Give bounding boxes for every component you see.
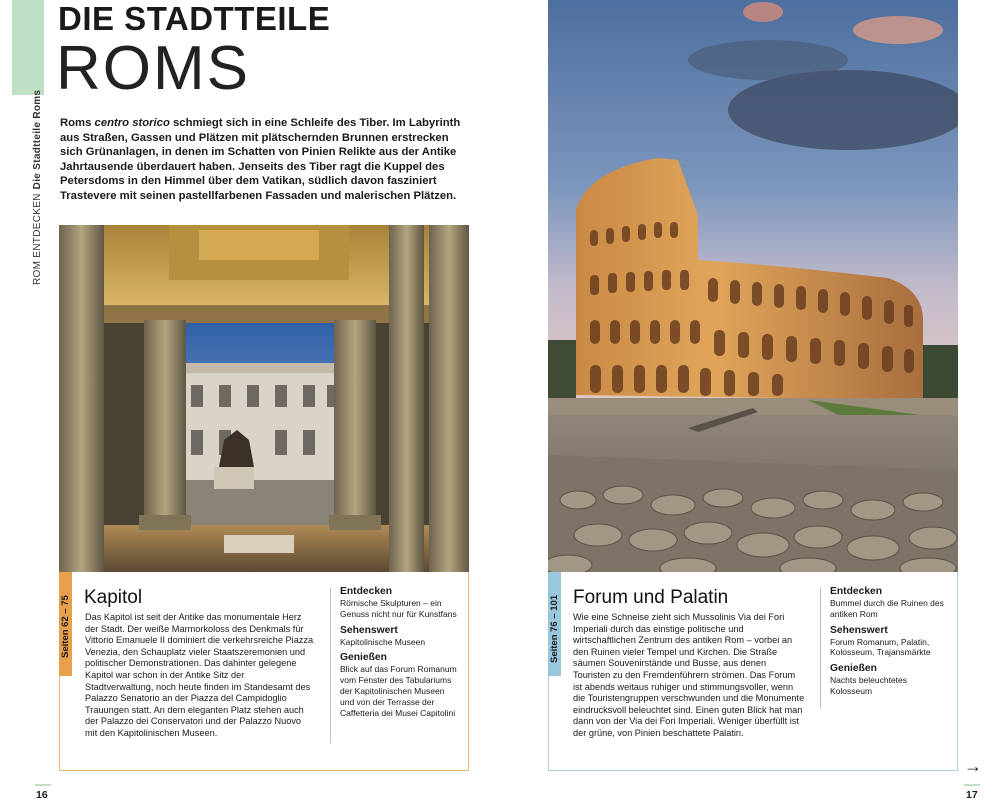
info-heading-discover: Entdecken [830, 586, 883, 597]
info-heading-enjoy: Genießen [340, 652, 387, 664]
info-text-enjoy: Nachts beleuchtetes Kolosseum [830, 675, 908, 696]
info-text-sights: Kapitolinische Museen [340, 636, 426, 647]
card-body-text: Wie eine Schneise zieht sich Mussolinis Via dei Fori Imperiali durch das einstige politische und wirtschaftlichen Zentrum des antiken Rom – vorbei an den Ruinen vieler Tempel und Kirchen. Die Straße säumen Souvenirstände und Busse, aus denen Touristen zu den Fremdenführern strömen. Das Forum ist abends weitaus ruhiger und stimmungsvoller, wenn die Touristengruppen verschwunden und die Monumente eindrucksvoll beleuchtet sind. Einen guten Blick hat man dann von der Via dei Fori Imperiali. Weniger überfüllt ist der grüne, von Pinien beschattete Palatin. [573, 612, 805, 738]
info-text-discover: Bummel durch die Ruinen des antiken Rom [830, 598, 944, 619]
page-number-rule [35, 784, 51, 786]
card-divider [330, 588, 331, 743]
chapter-title-main: ROMS [56, 34, 250, 103]
intro-text-italic: centro storico [94, 117, 170, 129]
intro-text-rest: schmiegt sich in eine Schleife des Tiber. Im Labyrinth aus Straßen, Gassen und Plätzen mit plätschernden Brunnen erstrecken sich Grünanlagen, in denen im Schatten von Pinien Relikte aus der Antike Jahrtausende überdauert haben. Jenseits des Tiber ragt die Kuppel des Petersdoms in den Himmel über dem Vatikan, südlich davon fasziniert Trastevere mit seinen pastellfarbenen Fassaden und malerischen Plätzen. [60, 117, 461, 202]
info-heading-discover: Entdecken [340, 586, 393, 597]
running-header [32, 90, 43, 285]
next-page-arrow-icon[interactable]: → [964, 756, 982, 776]
colosseum-photo [548, 0, 958, 572]
page-number-left: 16 [36, 789, 48, 800]
page-ref-text: Seiten 62 – 75 [60, 595, 71, 658]
page-ref-text: Seiten 76 – 101 [549, 594, 560, 663]
card-divider [820, 588, 821, 708]
info-text-sights: Forum Romanum, Palatin, Kolosseum, Trajansmärkte [830, 636, 931, 658]
info-heading-sights: Sehenswert [340, 624, 398, 636]
card-body-text: Das Kapitol ist seit der Antike das monumentale Herz der Stadt. Der weiße Marmorkoloss des Denkmals für Vittorio Emanuele II dominiert die verkehrsreiche Piazza Venezia, den Schauplatz vieler Staatszeremonien und politischer Demonstrationen. Das dahinter gelegene Kapitol war schon in der Antike Sitz der Stadtverwaltung, noch heute finden im Standesamt des Palazzo Senatorio an der Piazza del Campidoglio Trauungen statt. An dem eleganten Platz stehen auch der Palazzo dei Conservatori und der Palazzo Nuovo mit den Kapitolinischen Museen. [85, 612, 314, 738]
card-title: Forum und Palatin [573, 587, 729, 608]
running-header-section: ROM ENTDECKEN [32, 193, 43, 285]
card-info-column [830, 586, 950, 697]
card-title: Kapitol [84, 587, 143, 608]
section-color-tab [12, 0, 44, 95]
page-number-rule [964, 784, 980, 786]
capitol-photo [59, 225, 469, 572]
page-number-right: 17 [966, 789, 978, 800]
card-info-column [340, 586, 460, 718]
info-text-enjoy: Blick auf das Forum Romanum vom Fenster des Tabulariums der Kapitolinischen Museen und von der Terrasse der Caffetteria dei Musei Capitolini [340, 664, 457, 718]
intro-text-start: Roms [60, 117, 95, 129]
info-text-discover: Römische Skulpturen – ein Genuss nicht nur für Kunstfans [340, 598, 457, 619]
info-heading-sights: Sehenswert [830, 624, 888, 636]
info-heading-enjoy: Genießen [830, 663, 877, 675]
running-header-chapter: Die Stadtteile Roms [32, 89, 43, 190]
intro-paragraph [60, 116, 470, 204]
chapter-title-top: DIE STADTTEILE [58, 0, 331, 37]
